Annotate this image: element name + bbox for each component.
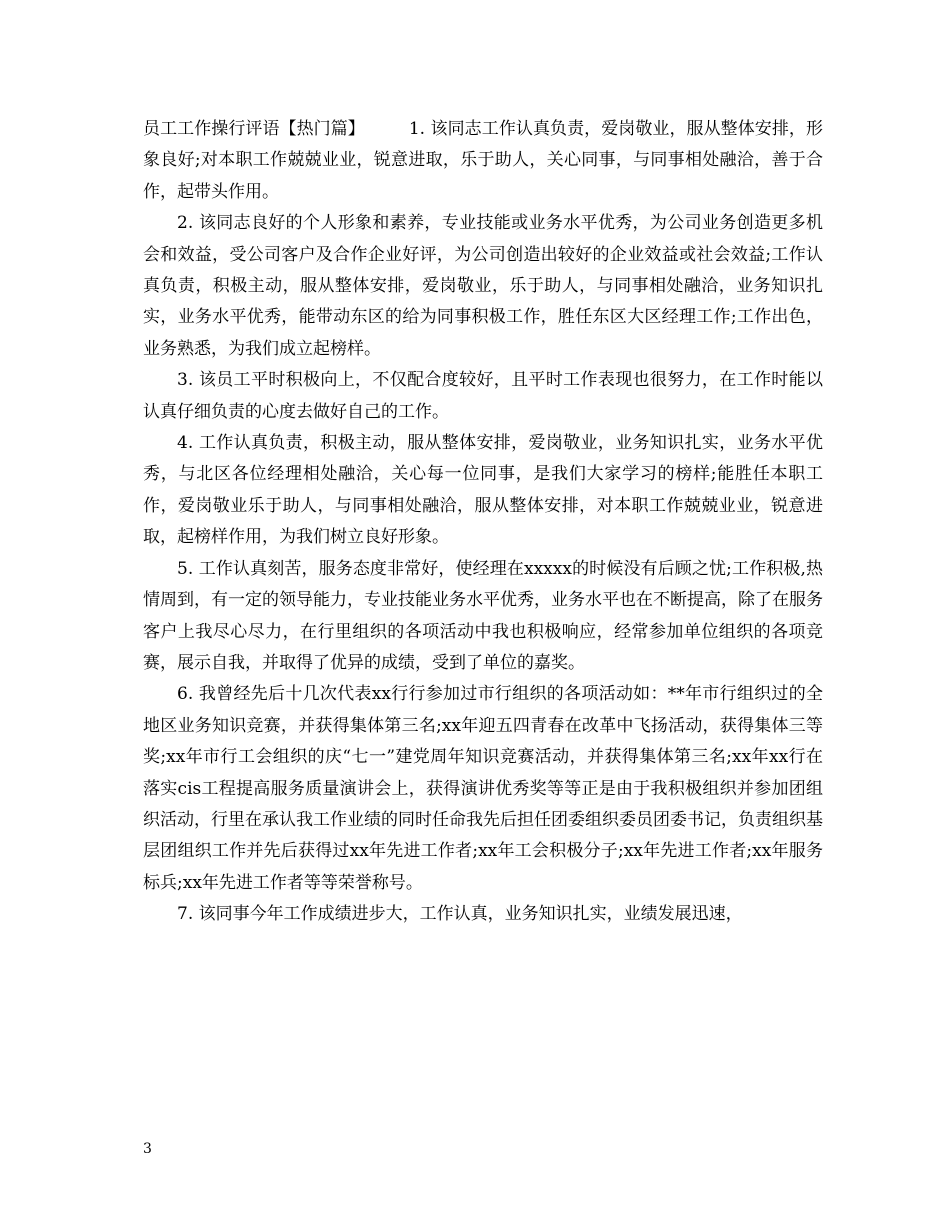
paragraph-7: 7. 该同事今年工作成绩进步大，工作认真，业务知识扎实，业绩发展迅速， — [177, 904, 743, 925]
paragraph-5: 5. 工作认真刻苦，服务态度非常好，使经理在xxxxx的时候没有后顾之忧;工作积极,热情周到，有一定的领导能力，专业技能业务水平优秀，业务水平也在不断提高，除了在服务客户上我尽心尽力，在行里组织的各项活动中我也积极响应，经常参加单位组织的各项竞赛，展示自我，并取得了优异的成绩，受到了单位的嘉奖。 — [143, 558, 823, 673]
document-title: 员工工作操行评语【热门篇】 — [143, 119, 365, 139]
document-body — [143, 114, 823, 931]
paragraph-4: 4. 工作认真负责，积极主动，服从整体安排，爱岗敬业，业务知识扎实，业务水平优秀，与北区各位经理相处融洽，关心每一位同事，是我们大家学习的榜样;能胜任本职工作，爱岗敬业乐于助人，与同事相处融洽，服从整体安排，对本职工作兢兢业业，锐意进取，起榜样作用，为我们树立良好形象。 — [143, 433, 823, 548]
paragraph-1 — [143, 114, 823, 208]
paragraph-2: 2. 该同志良好的个人形象和素养，专业技能或业务水平优秀，为公司业务创造更多机会和效益，受公司客户及合作企业好评，为公司创造出较好的企业效益或社会效益;工作认真负责，积极主动，服从整体安排，爱岗敬业，乐于助人，与同事相处融洽，业务知识扎实，业务水平优秀，能带动东区的给为同事积极工作，胜任东区大区经理工作;工作出色，业务熟悉，为我们成立起榜样。 — [143, 213, 823, 359]
paragraph-6: 6. 我曾经先后十几次代表xx行行参加过市行组织的各项活动如：**年市行组织过的全地区业务知识竞赛，并获得集体第三名;xx年迎五四青春在改革中飞扬活动，获得集体三等奖;xx年市行工会组织的庆“七一”建党周年知识竞赛活动，并获得集体第三名;xx年xx行在落实cis工程提高服务质量演讲会上，获得演讲优秀奖等等正是由于我积极组织并参加团组织活动，行里在承认我工作业绩的同时任命我先后担任团委组织委员团委书记，负责组织基层团组织工作并先后获得过xx年先进工作者;xx年工会积极分子;xx年先进工作者;xx年服务标兵;xx年先进工作者等等荣誉称号。 — [143, 684, 823, 893]
paragraph-3: 3. 该员工平时积极向上，不仅配合度较好，且平时工作表现也很努力，在工作时能以认真仔细负责的心度去做好自己的工作。 — [143, 370, 823, 422]
page-number: 3 — [143, 1141, 152, 1157]
paragraph-1-text: 1. 该同志工作认真负责，爱岗敬业，服从整体安排，形象良好;对本职工作兢兢业业，锐意进取，乐于助人，关心同事，与同事相处融洽，善于合作，起带头作用。 — [143, 119, 823, 202]
